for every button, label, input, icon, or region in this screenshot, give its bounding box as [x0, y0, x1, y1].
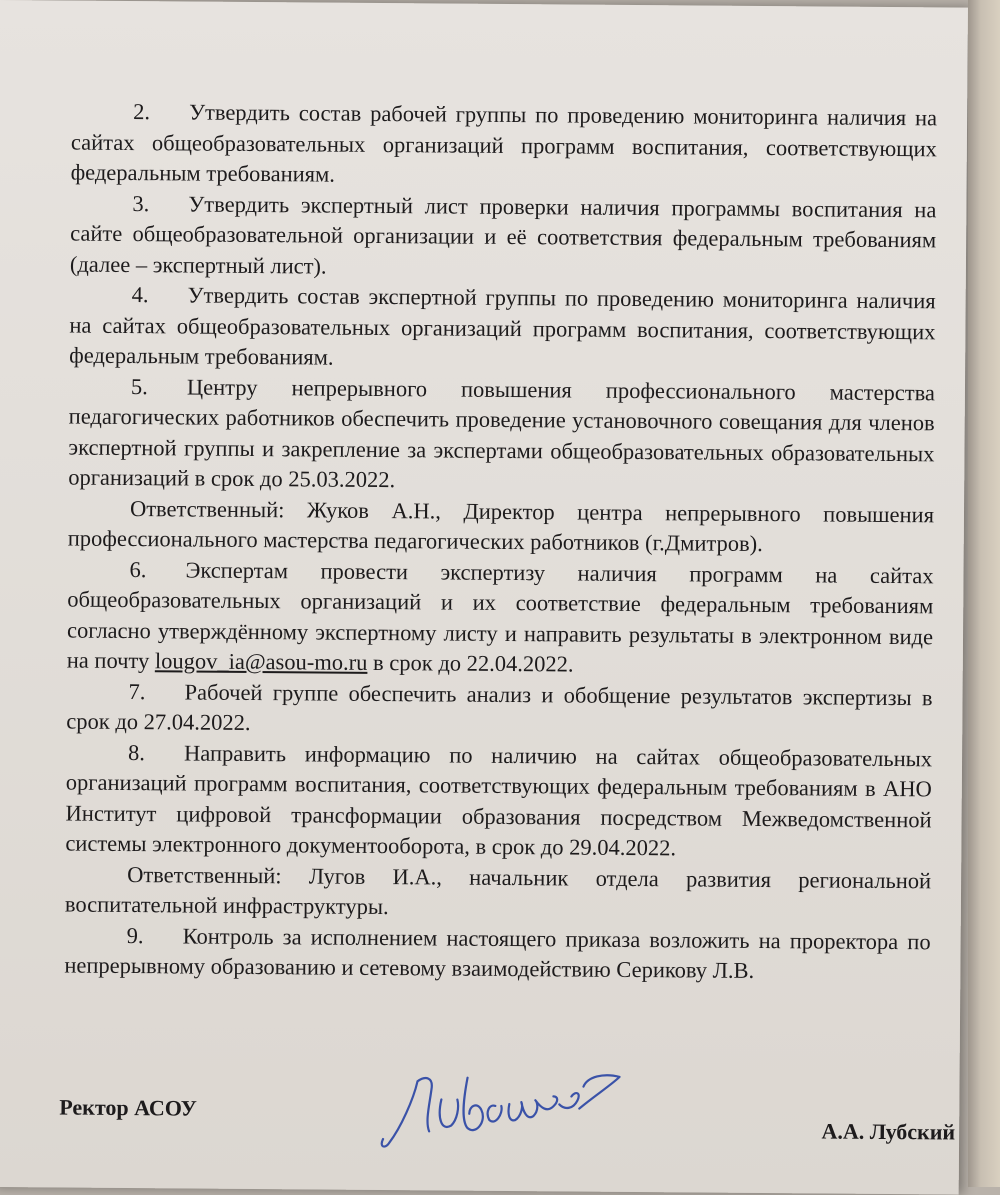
paragraph-text: Ответственный: Лугов И.А., начальник отдела развития региональной воспитательной инфраструктуры.: [64, 861, 932, 920]
paragraph-6: [67, 554, 934, 683]
item-number: 6.: [129, 556, 147, 582]
signer-name: А.А. Лубский: [821, 1118, 956, 1145]
paragraph-2: [71, 97, 938, 195]
paragraph-text: Контроль за исполнением настоящего приказа возложить на проректора по непрерывному образованию и сетевому взаимодействию Серикову Л.В.: [64, 922, 931, 983]
background-edge: [968, 0, 1000, 1187]
paragraph-text: Направить информацию по наличию на сайтах общеобразовательных организаций программ воспитания, соответствующих федеральным требованиям в АНО Институт цифровой трансформации образования посредством Межведомственной системы электронного документооборота, в срок до 29.04.2022.: [65, 739, 933, 861]
email-link: lougov_ia@asou-mo.ru: [154, 648, 368, 675]
item-number: 9.: [126, 922, 144, 948]
item-number: 3.: [132, 190, 150, 216]
paragraph-text: Рабочей группе обеспечить анализ и обобщение результатов экспертизы в срок до 27.04.2022.: [66, 678, 933, 735]
paragraph-3: [70, 188, 937, 286]
paragraph-text: Экспертам провести экспертизу наличия программ на сайтах общеобразовательных организаций и их соответствие федеральным требованиям согласно утверждённому экспертному листу и направить результаты в электронном виде на почту: [66, 556, 934, 674]
signature-block: [59, 1087, 956, 1164]
order-body: [64, 97, 937, 988]
responsible-2: [65, 859, 931, 927]
paragraph-text: Ответственный: Жуков А.Н., Директор центра непрерывного повышения профессионального мастерства педагогических работников (г.Дмитров).: [67, 495, 935, 557]
responsible-1: [68, 493, 934, 561]
paragraph-4: [69, 280, 936, 378]
signer-position: Ректор АСОУ: [59, 1094, 197, 1121]
item-number: 4.: [131, 282, 149, 308]
paragraph-9: [64, 920, 930, 988]
item-number: 5.: [130, 373, 148, 399]
paragraph-7: [66, 676, 932, 744]
paragraph-text: Утвердить состав рабочей группы по проведению мониторинга наличия на сайтах общеобразовательных организаций программ воспитания, соответствующих федеральным требованиям.: [70, 99, 938, 187]
paragraph-5: [68, 371, 935, 500]
item-number: 8.: [127, 739, 146, 765]
paragraph-text: Утвердить экспертный лист проверки наличия программы воспитания на сайте общеобразовательной организации и её соответствия федеральным требованиям (далее – экспертный лист).: [69, 190, 937, 279]
paragraph-text: Центру непрерывного повышения профессионального мастерства педагогических работников обеспечить проведение установочного совещания для членов экспертной группы и закрепление за экспертами общеобразовательных образовательных организаций в срок до 25.03.2022.: [68, 373, 936, 493]
item-number: 7.: [128, 678, 146, 704]
paragraph-8: [65, 737, 932, 866]
item-number: 2.: [133, 99, 151, 125]
paragraph-text: Утвердить состав экспертной группы по проведению мониторинга наличия на сайтах общеобразовательных организаций программ воспитания, соответствующих федеральным требованиям.: [69, 282, 936, 370]
paragraph-text-end: в срок до 22.04.2022.: [367, 649, 574, 677]
